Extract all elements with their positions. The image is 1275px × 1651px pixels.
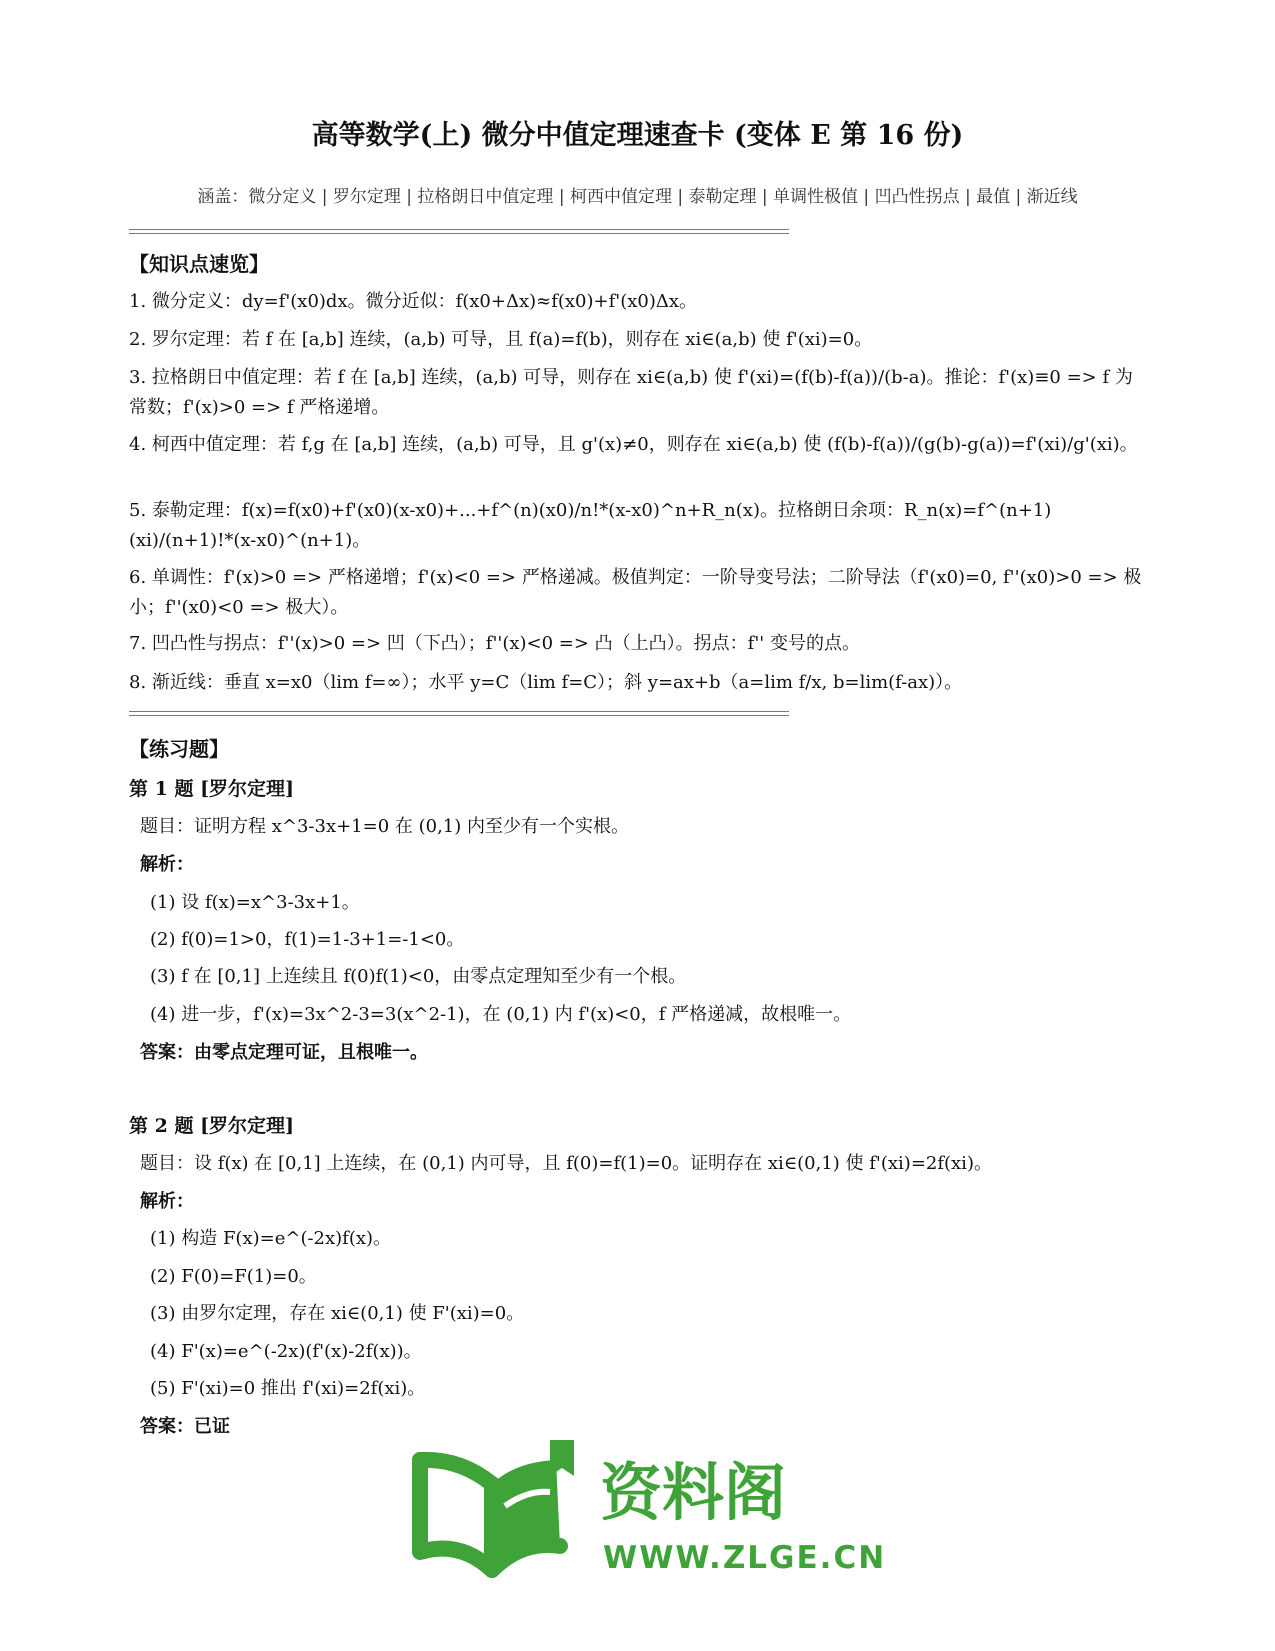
knowledge-item: 6. 单调性：f'(x)>0 => 严格递增；f'(x)<0 => 严格递减。极值判定：一阶导变号法；二阶导法（f'(x0)=0, f''(x0)>0 => 极小；f''(x0)<0 => 极大）。 <box>129 567 1142 618</box>
question-problem: 题目：证明方程 x^3-3x+1=0 在 (0,1) 内至少有一个实根。 <box>140 816 629 837</box>
solution-step: (3) f 在 [0,1] 上连续且 f(0)f(1)<0，由零点定理知至少有一个根。 <box>150 966 687 987</box>
solution-step: (1) 设 f(x)=x^3-3x+1。 <box>150 892 360 913</box>
answer-text: 答案：由零点定理可证，且根唯一。 <box>140 1042 428 1063</box>
solution-step: (4) F'(x)=e^(-2x)(f'(x)-2f(x))。 <box>150 1341 422 1362</box>
answer-text: 答案：已证 <box>140 1416 230 1437</box>
knowledge-item: 2. 罗尔定理：若 f 在 [a,b] 连续，(a,b) 可导，且 f(a)=f(b)，则存在 xi∈(a,b) 使 f'(xi)=0。 <box>129 329 873 350</box>
knowledge-item: 5. 泰勒定理：f(x)=f(x0)+f'(x0)(x-x0)+...+f^(n)(x0)/n!*(x-x0)^n+R_n(x)。拉格朗日余项：R_n(x)=f^(n+1)(xi)/(n+1)!*(x-x0)^(n+1)。 <box>129 500 1052 551</box>
solution-label: 解析： <box>140 854 194 875</box>
knowledge-item: 8. 渐近线：垂直 x=x0（lim f=∞）；水平 y=C（lim f=C）；斜 y=ax+b（a=lim f/x, b=lim(f-ax)）。 <box>129 672 963 693</box>
knowledge-heading: 【知识点速览】 <box>129 252 269 276</box>
solution-step: (2) f(0)=1>0，f(1)=1-3+1=-1<0。 <box>150 929 465 950</box>
practice-heading: 【练习题】 <box>129 737 229 761</box>
page-title: 高等数学(上) 微分中值定理速查卡 (变体 E 第 16 份) <box>311 120 964 151</box>
question-problem: 题目：设 f(x) 在 [0,1] 上连续，在 (0,1) 内可导，且 f(0)=f(1)=0。证明存在 xi∈(0,1) 使 f'(xi)=2f(xi)。 <box>140 1153 992 1174</box>
knowledge-item: 7. 凹凸性与拐点：f''(x)>0 => 凹（下凸）；f''(x)<0 => 凸（上凸）。拐点：f'' 变号的点。 <box>129 633 860 654</box>
solution-label: 解析： <box>140 1191 194 1212</box>
watermark-brand: 资料阁 <box>600 1456 787 1529</box>
knowledge-item: 1. 微分定义：dy=f'(x0)dx。微分近似：f(x0+Δx)≈f(x0)+f'(x0)Δx。 <box>129 291 698 312</box>
solution-step: (3) 由罗尔定理，存在 xi∈(0,1) 使 F'(xi)=0。 <box>150 1303 525 1324</box>
page-subtitle: 涵盖：微分定义 | 罗尔定理 | 拉格朗日中值定理 | 柯西中值定理 | 泰勒定理 | 单调性极值 | 凹凸性拐点 | 最值 | 渐近线 <box>197 187 1078 207</box>
question-title: 第 2 题 [罗尔定理] <box>129 1115 295 1137</box>
solution-step: (2) F(0)=F(1)=0。 <box>150 1266 317 1287</box>
watermark-url: WWW.ZLGE.CN <box>603 1540 887 1576</box>
question-title: 第 1 题 [罗尔定理] <box>129 778 295 800</box>
divider <box>129 711 789 712</box>
solution-step: (1) 构造 F(x)=e^(-2x)f(x)。 <box>150 1228 392 1249</box>
divider <box>129 229 789 230</box>
knowledge-item: 4. 柯西中值定理：若 f,g 在 [a,b] 连续，(a,b) 可导，且 g'(x)≠0，则存在 xi∈(a,b) 使 (f(b)-f(a))/(g(b)-g(a))=f'(xi)/g'(xi)。 <box>129 434 1138 455</box>
solution-step: (5) F'(xi)=0 推出 f'(xi)=2f(xi)。 <box>150 1378 426 1399</box>
knowledge-item: 3. 拉格朗日中值定理：若 f 在 [a,b] 连续，(a,b) 可导，则存在 xi∈(a,b) 使 f'(xi)=(f(b)-f(a))/(b-a)。推论：f'(x)≡0 => f 为常数；f'(x)>0 => f 严格递增。 <box>129 367 1133 418</box>
solution-step: (4) 进一步，f'(x)=3x^2-3=3(x^2-1)，在 (0,1) 内 f'(x)<0，f 严格递减，故根唯一。 <box>150 1004 852 1025</box>
